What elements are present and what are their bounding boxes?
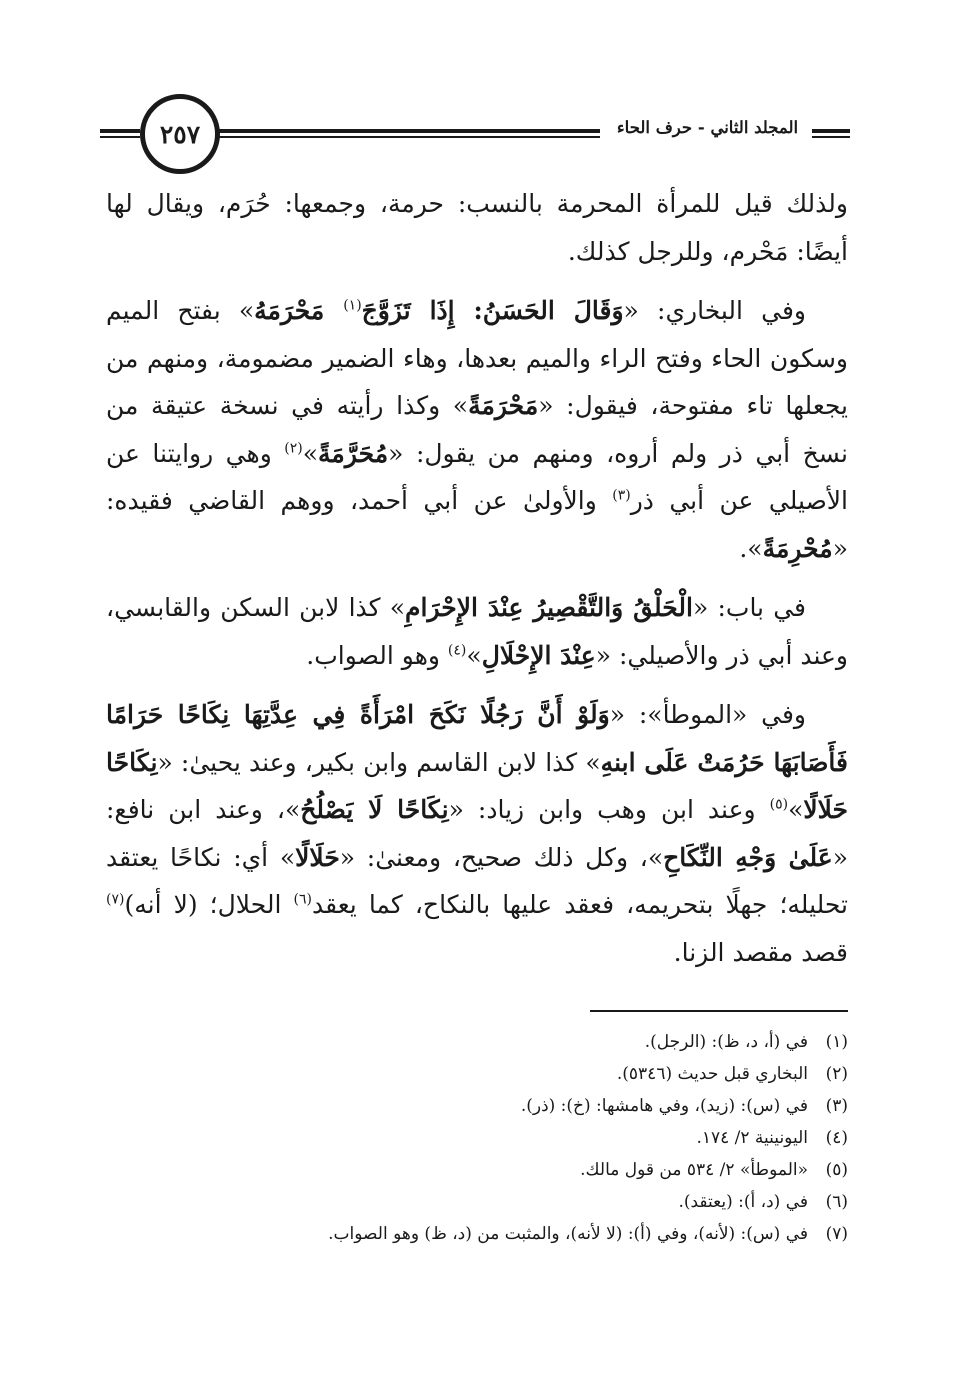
footnote-ref: (١) [343,297,362,314]
footnote-item [106,1218,848,1250]
footnotes [106,1026,848,1250]
footnote-text: اليونينية ٢/ ١٧٤. [696,1128,808,1148]
header-rule [812,129,850,133]
footnote-text: في (د، أ): (يعتقد). [678,1192,808,1212]
text-run: في باب: « [693,593,806,622]
footnote-item [106,1154,848,1186]
text-run: » [302,438,319,468]
running-head: المجلد الثاني - حرف الحاء [616,118,799,137]
text-run: وهي روايتنا عن الأصيلي عن أبي ذر [106,438,848,515]
footnote-number: (٦) [825,1192,848,1212]
header-rule [812,136,850,138]
main-text [106,180,848,988]
text-run: الحلال؛ (لا أنه) [124,890,294,919]
quoted-word: نِكَاحًا حَلَالًا [106,747,848,824]
paragraph-text: ولذلك قيل للمرأة المحرمة بالنسب: حرمة، وجمعها: حُرَم، ويقال لها أيضًا: مَحْرم، وللرجل كذلك. [106,189,848,266]
footnote-text: «الموطأ» ٢/ ٥٣٤ من قول مالك. [580,1160,808,1180]
text-run: » أي: نكاحًا يعتقد تحليله؛ جهلًا بتحريمه، فعقد عليها بالنكاح، كما يعقد [106,842,848,919]
quoted-word: مُحْرِمَةً [762,533,833,563]
footnote-ref: (٧) [106,891,125,908]
text-run: قصد مقصد الزنا. [673,937,848,967]
footnote-text: في (أ، د، ظ): (الرجل). [644,1032,808,1052]
footnote-number: (٧) [825,1224,848,1244]
footnote-text: في (س): (زيد)، وفي هامشها: (خ): (ذر). [520,1096,808,1116]
text-run: والأولىٰ عن أبي أحمد، ووهم القاضي فقيده: « [106,486,848,563]
quoted-word: عَلَىٰ وَجْهِ النِّكَاحِ [663,842,833,872]
footnote-text: البخاري قبل حديث (٥٣٤٦). [616,1064,808,1084]
text-run: »، وعند ابن نافع: « [106,795,848,872]
footnote-item [106,1122,848,1154]
footnote-text: في (س): (لأنه)، وفي (أ): (لا لأنه)، والمثبت من (د، ظ) وهو الصواب. [328,1224,808,1244]
text-run: وفي البخاري: « [623,296,806,325]
quoted-word: عِنْدَ الإِحْلَالِ [481,640,596,670]
header-rule [215,136,600,138]
footnote-separator [590,1010,848,1012]
page-header [100,92,850,176]
text-run: وعند ابن وهب وابن زياد: « [448,795,770,824]
footnote-item [106,1186,848,1218]
paragraph-1 [106,180,848,275]
quoted-word: مُحَرَّمَةً [318,438,389,468]
quoted-word: نِكَاحًا لَا يَصْلُحُ [300,795,449,824]
footnote-number: (١) [825,1032,848,1052]
footnote-number: (٤) [825,1128,848,1148]
quoted-hadith: وَقَالَ الحَسَنُ: إِذَا تَزَوَّجَ [361,296,624,325]
text-run: وهو الصواب. [306,640,448,670]
footnote-item [106,1026,848,1058]
quoted-chapter: الْحَلْقُ وَالتَّقْصِيرُ عِنْدَ الإِحْرَامِ [405,593,693,622]
footnote-number: (٥) [825,1160,848,1180]
text-run: ». [739,533,763,563]
text-run: » كذا لابن القاسم وابن بكير، وعند يحيىٰ: « [157,747,601,777]
footnote-item [106,1090,848,1122]
paragraph-3 [106,584,848,679]
footnote-ref: (٢) [284,440,303,457]
header-rule [100,129,140,133]
header-rule [100,136,140,138]
quoted-word: مَحْرَمَهُ [254,296,344,325]
footnote-number: (٣) [825,1096,848,1116]
text-run: » بفتح الميم وسكون الحاء وفتح الراء والميم بعدها، وهاء الضمير مضمومة، ومنهم من يجعلها تاء مفتوحة، فيقول: « [106,296,848,420]
footnote-ref: (٣) [612,487,631,504]
footnote-ref: (٦) [293,891,312,908]
text-run: وفي «الموطأ»: « [609,700,806,729]
text-run: » [788,795,804,824]
text-run: »، وكل ذلك صحيح، ومعنىٰ: « [339,842,664,872]
quoted-word: حَلَالًا [295,842,340,872]
footnote-ref: (٤) [447,642,467,659]
quoted-hadith: وَلَوْ أَنَّ رَجُلًا نَكَحَ امْرَأَةً فِي عِدَّتِهَا نِكَاحًا حَرَامًا فَأَصَابَهَا حَرُمَتْ عَلَى ابنهِ [106,700,848,777]
text-run: » [466,640,482,670]
footnote-ref: (٥) [769,796,789,813]
footnote-item [106,1058,848,1090]
paragraph-4 [106,691,848,976]
page-number: ٢٥٧ [140,94,220,174]
text-run: » وكذا رأيته في نسخة عتيقة من نسخ أبي ذر ولم أروه، ومنهم من يقول: « [106,391,848,468]
header-rule [215,129,600,133]
footnote-number: (٢) [825,1064,848,1084]
text-run: » كذا لابن السكن والقابسي، وعند أبي ذر والأصيلي: « [106,593,848,670]
paragraph-2 [106,287,848,572]
quoted-word: مَحْرَمَةً [468,391,539,420]
